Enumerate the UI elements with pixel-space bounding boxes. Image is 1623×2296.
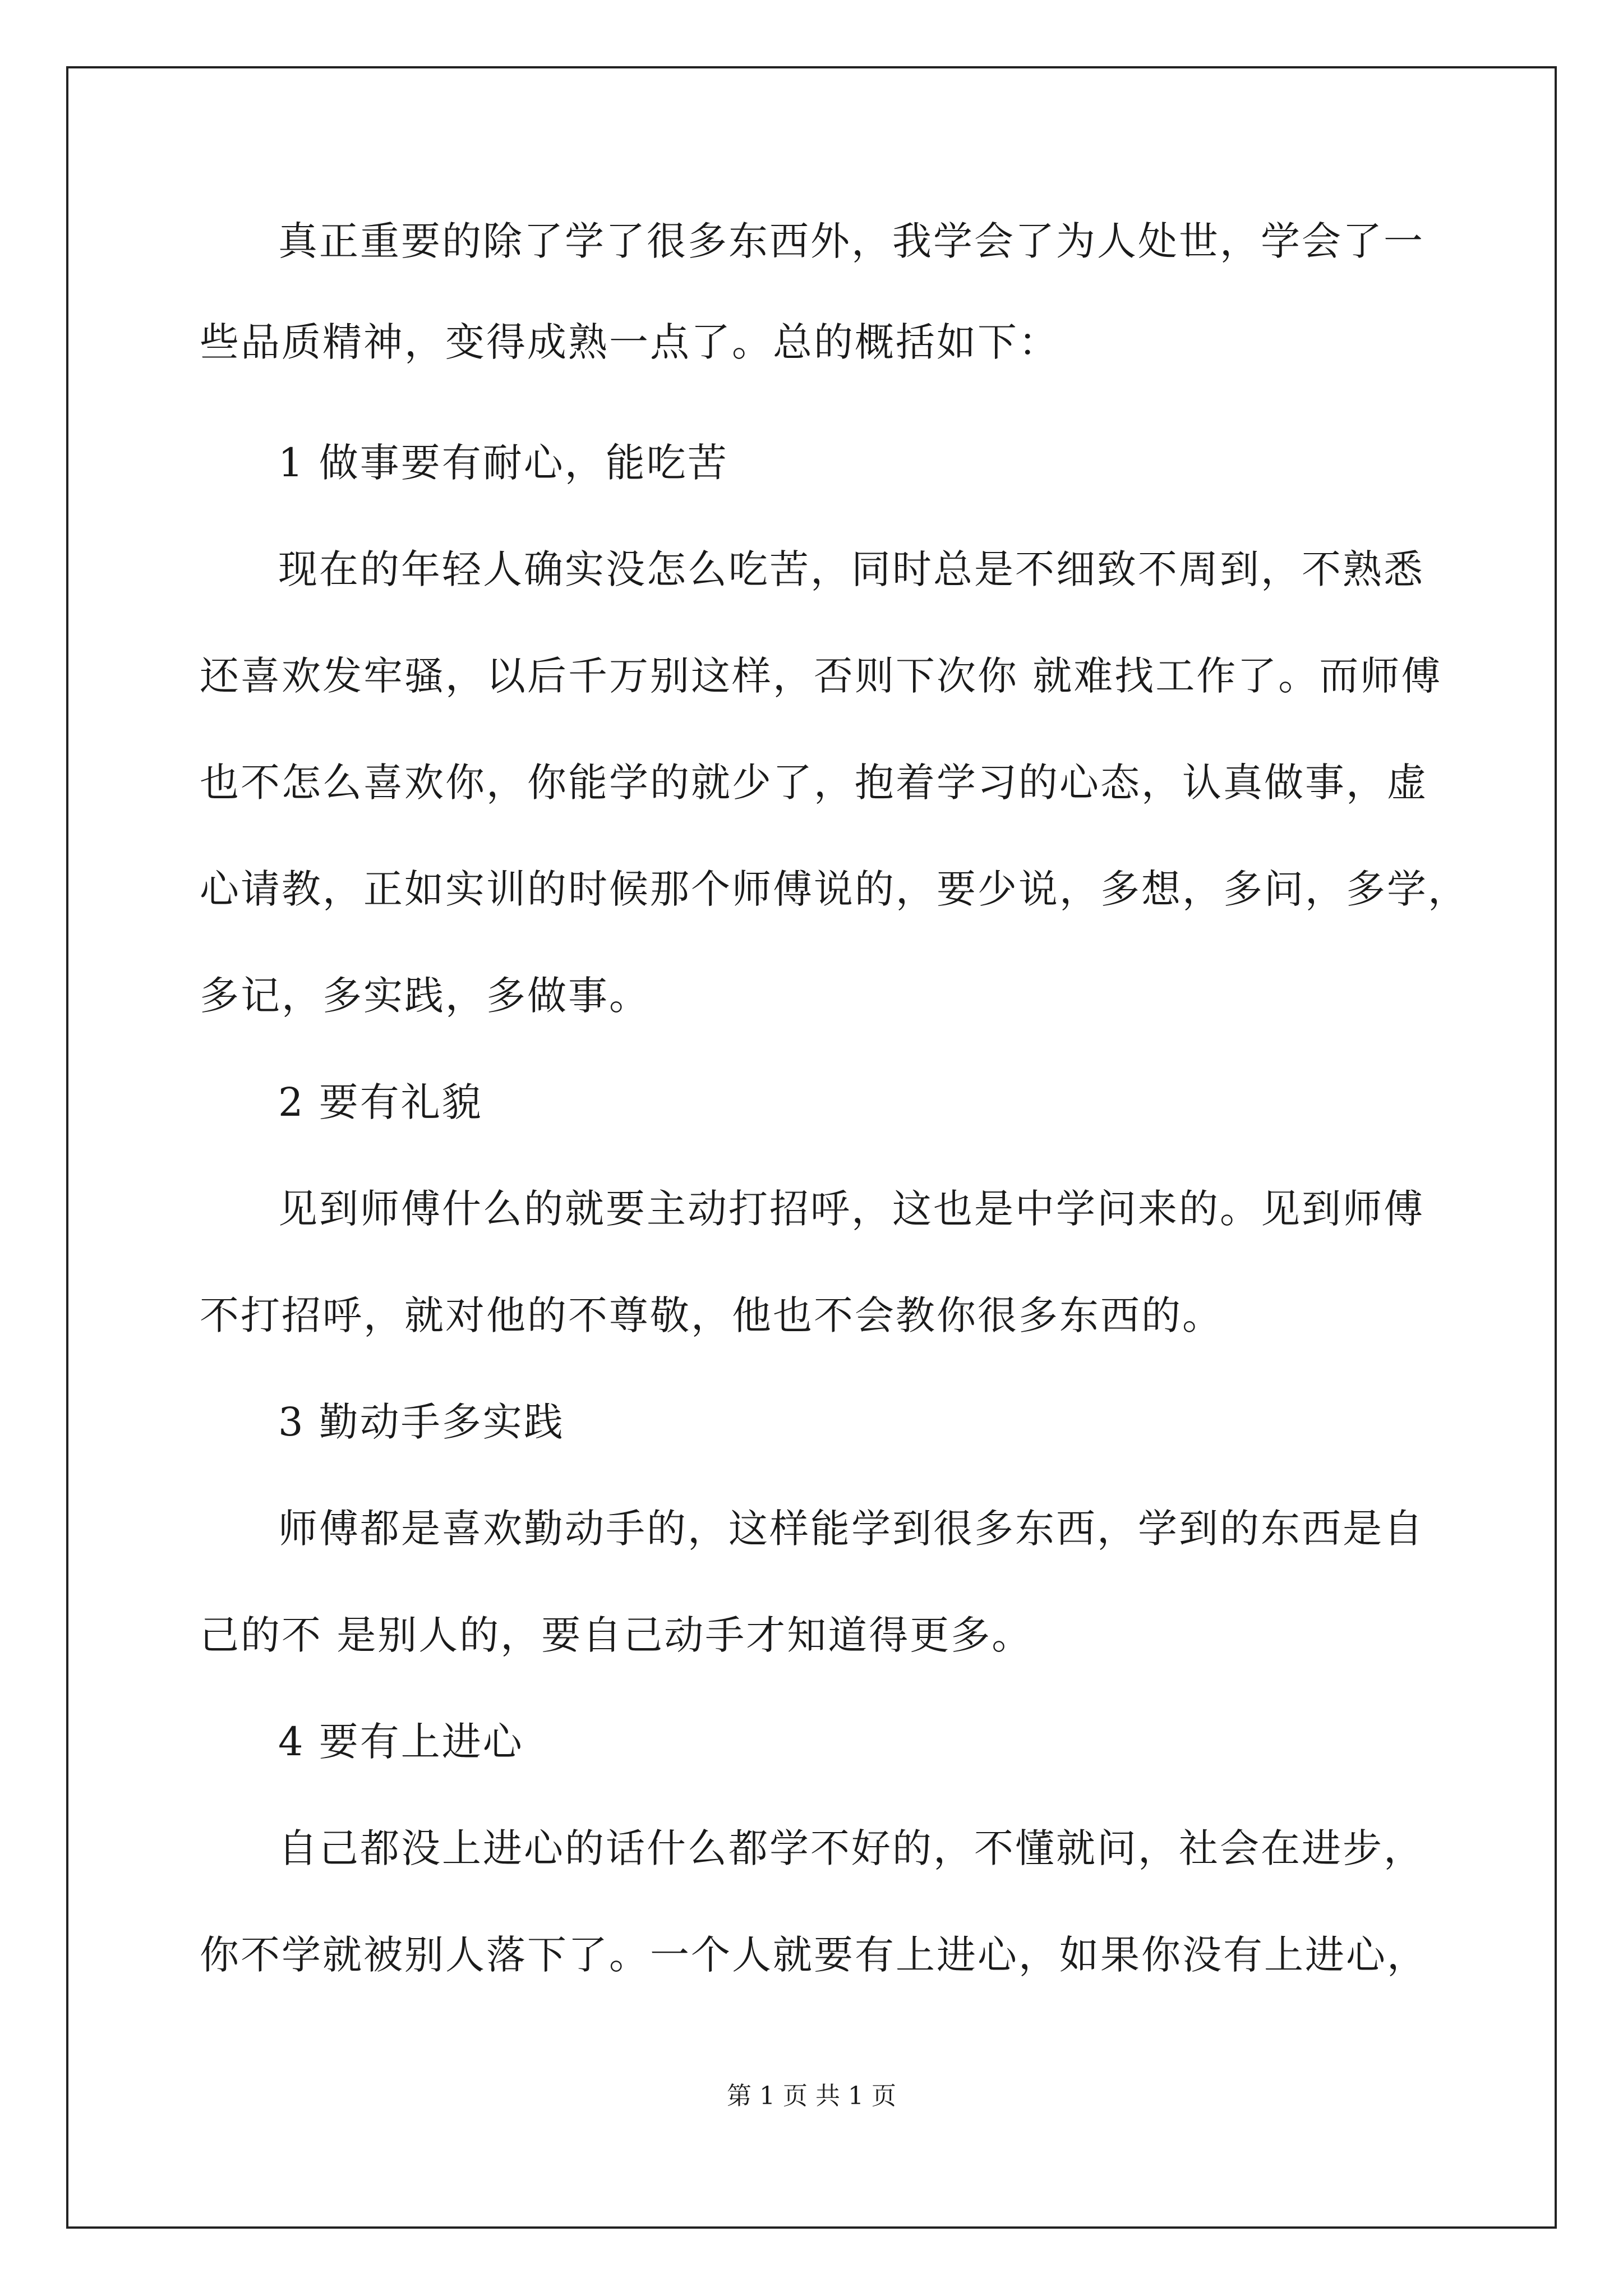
section-heading: 4 要有上进心: [278, 1719, 524, 1765]
paragraph-line: 己的不 是别人的，要自己动手才知道得更多。: [200, 1612, 1033, 1658]
paragraph-line: 还喜欢发牢骚，以后千万别这样，否则下次你 就难找工作了。而师傅: [200, 653, 1442, 699]
paragraph-line: 自己都没上进心的话什么都学不好的，不懂就问，社会在进步，: [278, 1825, 1424, 1871]
section-heading: 1 做事要有耐心，能吃苦: [278, 440, 728, 486]
paragraph-line: 多记，多实践，多做事。: [200, 973, 650, 1019]
paragraph-line: 你不学就被别人落下了。一个人就要有上进心，如果你没有上进心，: [200, 1932, 1428, 1978]
section-heading: 2 要有礼貌: [278, 1079, 483, 1125]
paragraph-line: 也不怎么喜欢你，你能学的就少了，抱着学习的心态，认真做事，虚: [200, 760, 1428, 806]
paragraph-line: 心请教，正如实训的时候那个师傅说的，要少说，多想，多问，多学，: [200, 866, 1469, 912]
paragraph-line: 真正重要的除了学了很多东西外，我学会了为人处世，学会了一: [278, 218, 1424, 264]
paragraph-line: 师傅都是喜欢勤动手的，这样能学到很多东西，学到的东西是自: [278, 1506, 1424, 1552]
paragraph-line: 现在的年轻人确实没怎么吃苦，同时总是不细致不周到，不熟悉: [278, 546, 1424, 592]
paragraph-line: 不打招呼，就对他的不尊敬，他也不会教你很多东西的。: [200, 1292, 1223, 1338]
page-footer: 第 1 页 共 1 页: [727, 2082, 896, 2110]
section-heading: 3 勤动手多实践: [278, 1399, 565, 1445]
page-border: [66, 66, 1557, 2229]
paragraph-line: 见到师傅什么的就要主动打招呼，这也是中学问来的。见到师傅: [278, 1186, 1424, 1232]
paragraph-line: 些品质精神，变得成熟一点了。总的概括如下：: [200, 319, 1059, 365]
